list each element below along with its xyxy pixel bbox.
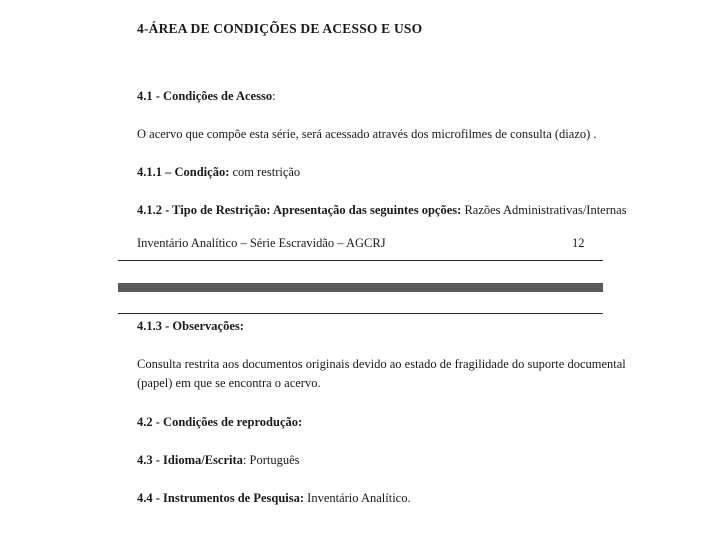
section-title: 4-ÁREA DE CONDIÇÕES DE ACESSO E USO (137, 21, 423, 36)
condicoes-reproducao-heading (137, 414, 302, 430)
condicoes-acesso-colon: : (272, 89, 276, 103)
condicoes-acesso-heading (137, 88, 276, 104)
idioma-value: : Português (242, 453, 300, 467)
condicao-label: 4.1.1 – Condição: (137, 165, 230, 179)
observacoes-text-line-2: (papel) em que se encontra o acervo. (137, 376, 321, 390)
footer-divider (118, 260, 603, 261)
condicao-value: com restrição (229, 165, 301, 179)
page-number: 12 (572, 236, 585, 250)
condicoes-reproducao-label: 4.2 - Condições de reprodução: (137, 415, 303, 429)
observacoes-label: 4.1.3 - Observações: (137, 319, 244, 333)
tipo-restricao-label: 4.1.2 - Tipo de Restrição: Apresentação das seguintes opções: (137, 203, 462, 217)
idioma-line (137, 452, 300, 468)
condicoes-acesso-label: 4.1 - Condições de Acesso (137, 89, 273, 103)
header-divider (118, 313, 603, 314)
tipo-restricao-line (137, 202, 627, 218)
condicoes-acesso-text: O acervo que compõe esta série, será acessado através dos microfilmes de consulta (diazo) . (137, 127, 597, 141)
condicao-line (137, 164, 300, 180)
page-footer-text: Inventário Analítico – Série Escravidão – AGCRJ (137, 236, 386, 250)
page-break-band (118, 283, 603, 292)
instrumentos-value: Inventário Analítico. (304, 491, 411, 505)
observacoes-heading (137, 318, 244, 334)
observacoes-text-line-1: Consulta restrita aos documentos originais devido ao estado de fragilidade do suporte documental (137, 357, 626, 371)
idioma-label: 4.3 - Idioma/Escrita (137, 453, 243, 467)
instrumentos-line (137, 490, 411, 506)
tipo-restricao-value: Razões Administrativas/Internas (461, 203, 627, 217)
instrumentos-label: 4.4 - Instrumentos de Pesquisa: (137, 491, 305, 505)
